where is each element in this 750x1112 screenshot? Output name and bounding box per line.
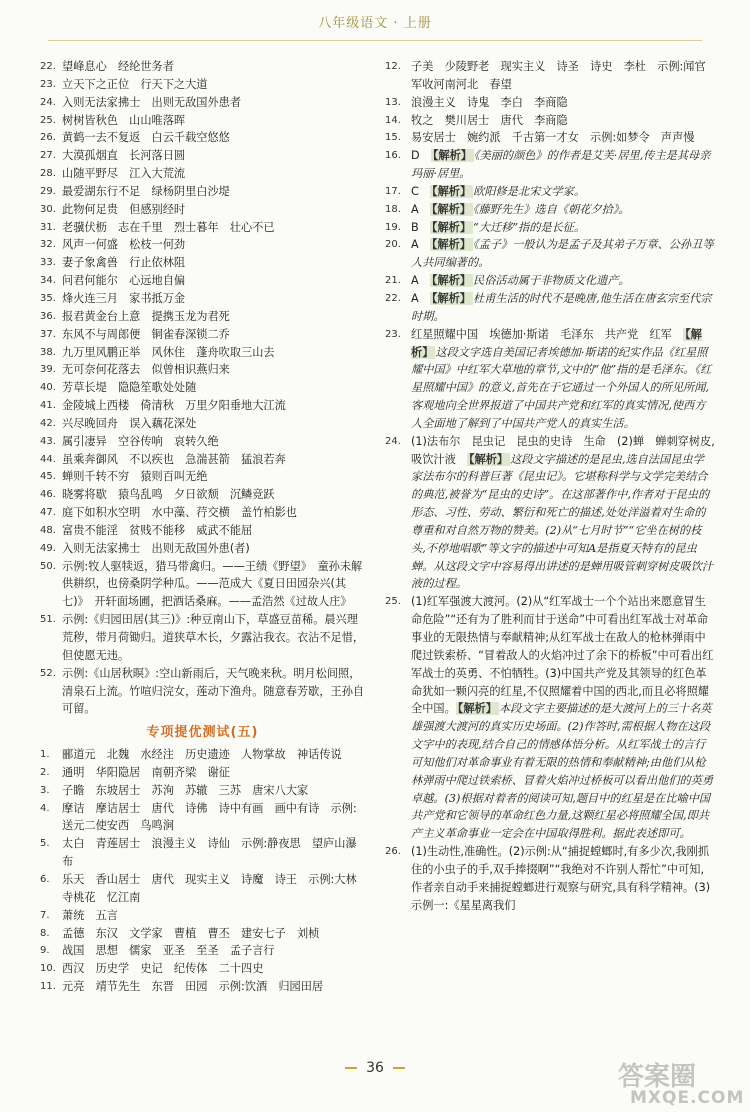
answer-item [40,522,365,540]
answer-item [385,593,715,843]
answer-text [411,147,715,183]
answer-item [40,236,365,254]
page-number [345,1056,405,1080]
answer-item [40,665,365,719]
analysis-tag: 【解析】 [431,238,471,252]
analysis-text: 《美丽的颜色》的作者是艾芙·居里,传主是其母亲玛丽·居里。 [411,149,711,181]
answer-number: 47. [40,507,56,519]
answer-text: 妻子象禽兽 行止依林阻 [62,256,186,270]
answer-text: 入则无法家拂士 出则无敌国外患(者) [62,541,250,555]
answer-text: 子瞻 东坡居士 苏洵 苏辙 三苏 唐宋八大家 [62,783,309,797]
answer-item [40,94,365,112]
answer-number: 29. [40,185,56,197]
answer-item [40,504,365,522]
answer-number: 18. [385,203,401,215]
answer-item [40,468,365,486]
answer-number: 26. [385,846,401,858]
answer-text: 庭下如积水空明 水中藻、荇交横 盖竹柏影也 [62,506,297,520]
answer-text: 牧之 樊川居士 唐代 李商隐 [411,113,568,127]
answer-item [385,112,715,130]
answer-item [40,415,365,433]
answer-item [40,746,365,764]
section-answer-list [40,746,365,996]
answer-choice: A [411,238,430,252]
analysis-tag: 【解析】 [457,702,497,716]
answer-number: 26. [40,132,56,144]
header-divider [48,40,702,41]
answer-text: 示例:《山居秋暝》:空山新雨后，天气晚来秋。明月松间照，清泉石上流。竹喧归浣女，莲动下渔舟。随意春芳歇，王孙自可留。 [62,666,365,716]
answer-item [385,147,715,183]
answer-number: 42. [40,417,56,429]
analysis-text: 这段文字描述的是昆虫,选自法国昆虫学家法布尔的科普巨著《昆虫记》。它堪称科学与文学完美结合的典范,被誉为“昆虫的史诗”。在这部著作中,作者对于昆虫的形态、习性、劳动、繁衍和死亡的描述,处处洋溢着对生命的尊重和对自然万物的赞美。(2)从“七月时节”“它坐在树的枝头,不停地唱歌”等文字的描述中可知A是指夏天特有的昆虫蝉。从这段文字中容易得出讲述的是蝉用吸管刺穿树皮吸饮汁液的过程。 [411,452,714,591]
analysis-text: 本段文字主要描述的是大渡河上的三十名英雄强渡大渡河的真实历史场面。(2)作答时,需根据人物在这段文字中的表现,结合自己的情感体悟分析。从红军战士的言行可知他们对革命事业有着无限的热情和奉献精神;由他们从枪林弹雨中爬过铁索桥、冒着火焰冲过桥板可以看出他们的英勇卓越。(3)根据对着者的阅读可知,题目中的红星是在比喻中国共产党和它领导的革命红色力量,这颗红星必将照耀全国,即共产主义革命事业一定会在中国取得胜利。据此表述即可。 [411,702,714,841]
answer-number: 46. [40,489,56,501]
answer-item [385,183,715,201]
answer-number: 32. [40,239,56,251]
answer-text: 此物何足贵 但感别经时 [62,202,186,216]
answer-text [411,843,715,914]
answer-choice: A [411,274,430,288]
answer-item [40,611,365,665]
answer-number: 28. [40,168,56,180]
analysis-text: 《藤野先生》选自《朝花夕拾》。 [473,202,630,216]
answer-text: 西汉 历史学 史记 纪传体 二十四史 [62,962,264,976]
answer-text [411,593,715,843]
answer-item [40,925,365,943]
answer-number: 19. [385,221,401,233]
answer-item [40,308,365,326]
answer-number: 16. [385,150,401,162]
answer-item [40,978,365,996]
answer-text: 最爱湖东行不足 绿杨阴里白沙堤 [62,184,230,198]
answer-number: 38. [40,346,56,358]
answer-item [40,835,365,871]
answer-item [40,379,365,397]
analysis-tag: 【解析】 [411,327,702,359]
answer-number: 45. [40,471,56,483]
answer-number: 12. [385,61,401,72]
analysis-tag: 【解析】 [432,149,472,163]
page-number-text: 36 [366,1060,384,1076]
answer-text [411,326,715,433]
answer-text: 蝉则千转不穷 猿则百叫无绝 [62,470,208,484]
answer-number: 13. [385,96,401,108]
answer-text: 通明 华阳隐居 南朝齐梁 谢征 [62,765,230,779]
answer-choice: (1)法布尔 昆虫记 昆虫的史诗 生命 (2)蝉 蝉刺穿树皮,吸饮汁液 [411,434,715,466]
answer-text: 山随平野尽 江入大荒流 [62,167,186,181]
answer-text: 九万里风鹏正举 风休住 蓬舟吹取三山去 [62,345,275,359]
analysis-tag: 【解析】 [431,220,472,234]
answer-number: 23. [40,78,56,90]
answer-choice: (1)生动性,准确性。(2)示例:从“捕捉螳螂时,有多少次,我刚抓住的小虫子的手,双手捧掇啊”“我绝对不许别人帮忙”中可知,作者亲自动手来捕捉螳螂进行观察与研究,具有科学精神。(3)示例一:《星星离我们 [411,845,711,912]
analysis-text: 这段文字选自美国记者埃德加·斯诺的纪实作品《红星照耀中国》中红军大草地的章节,文中的“他”指的是毛泽东。《红星照耀中国》的意义,首先在于它通过一个外国人的所见所闻,客观地向全世界报道了中国共产党和红军的真实情况,使西方人全面地了解到了中国共产党人的真实生活。 [411,345,712,430]
answer-item [385,236,715,272]
answer-text: 大漠孤烟直 长河落日圆 [62,149,186,163]
answer-item [40,907,365,925]
answer-number: 21. [385,275,401,287]
answer-text: 烽火连三月 家书抵万金 [62,291,186,305]
answer-number: 3. [40,784,50,796]
answer-item [40,344,365,362]
answer-item [40,942,365,960]
answer-number: 31. [40,221,56,233]
analysis-tag: 【解析】 [431,202,471,216]
answer-item [40,558,365,612]
answer-text: 立天下之正位 行天下之大道 [62,77,208,91]
answer-item [385,433,715,594]
left-column [40,58,365,996]
answer-list-left [40,58,365,718]
answer-item [40,764,365,782]
answer-number: 6. [40,873,50,885]
answer-text [411,290,715,326]
answer-number: 24. [40,96,56,108]
answer-text [411,201,715,219]
answer-list-right [385,58,715,915]
page-header [0,10,750,44]
answer-number: 35. [40,292,56,304]
answer-number: 49. [40,542,56,554]
answer-text: 金陵城上西楼 倚清秋 万里夕阳垂地大江流 [62,399,286,413]
answer-item [40,486,365,504]
analysis-text: “大迁移”指的是长征。 [473,220,586,234]
answer-number: 27. [40,150,56,162]
answer-item [40,451,365,469]
answer-number: 34. [40,275,56,287]
answer-text: 萧统 五言 [62,908,118,922]
answer-item [385,129,715,147]
answer-number: 22. [40,61,56,72]
answer-choice: D [411,149,431,163]
answer-item [40,540,365,558]
answer-number: 37. [40,328,56,340]
answer-choice: A [411,291,430,305]
answer-number: 17. [385,185,401,197]
answer-text: 乐天 香山居士 唐代 现实主义 诗魔 诗王 示例:大林寺桃花 忆江南 [62,872,357,904]
answer-number: 40. [40,382,56,394]
answer-number: 7. [40,909,50,921]
section-title: 专项提优测试(五) [146,725,259,741]
answer-number: 36. [40,310,56,322]
answer-text: 老骥伏枥 志在千里 烈士暮年 壮心不已 [62,220,275,234]
answer-item [40,272,365,290]
answer-item [385,219,715,237]
answer-text [411,183,715,201]
answer-number: 48. [40,524,56,536]
watermark-text-cn: 答案圈 [618,1062,697,1092]
answer-number: 9. [40,945,50,957]
answer-text: 东风不与周郎便 铜雀春深锁二乔 [62,327,230,341]
answer-item [40,960,365,978]
answer-item [40,112,365,130]
answer-item [40,201,365,219]
answer-text: 属引凄异 空谷传响 哀转久绝 [62,434,219,448]
answer-item [40,219,365,237]
answer-text: 战国 思想 儒家 亚圣 至圣 孟子言行 [62,944,275,958]
answer-item [385,843,715,914]
answer-item [40,165,365,183]
answer-number: 20. [385,239,401,251]
answer-number: 51. [40,614,56,626]
header-title: 八年级语文 · 上册 [318,16,432,31]
answer-text: 问君何能尔 心远地自偏 [62,274,186,288]
answer-item [385,201,715,219]
analysis-text: 欧阳修是北宋文学家。 [473,184,586,198]
answer-number: 2. [40,766,50,778]
answer-number: 15. [385,132,401,144]
answer-item [385,326,715,433]
answer-text: 树树皆秋色 山山唯落晖 [62,113,186,127]
analysis-text: 《孟子》一般认为是孟子及其弟子万章、公孙丑等人共同编著的。 [411,238,714,270]
answer-item [40,433,365,451]
answer-choice: 红星照耀中国 埃德加·斯诺 毛泽东 共产党 红军 [411,327,684,341]
answer-text: 郦道元 北魏 水经注 历史遗迹 人物掌故 神话传说 [62,748,342,762]
answer-number: 52. [40,667,56,679]
answer-item [385,290,715,326]
answer-text: 示例:牧人驱犊返，猎马带禽归。——王绩《野望》 童孙未解供耕织，也傍桑阴学种瓜。——范成大《夏日田园杂兴(其七)》 开轩面场圃，把酒话桑麻。——孟浩然《过故人庄》 [62,559,363,609]
answer-choice: (1)红军强渡大渡河。(2)从“红军战士一个个站出来愿意冒生命危险”“还有为了胜利而甘于送命”中可看出红军战士对革命事业的无限热情与奉献精神;从红军战士在敌人的枪林弹雨中爬过铁索桥、“冒着敌人的火焰冲过了余下的桥板”中可看出红军战士的英勇、不怕牺牲。(3)中国共产党及其领导的红色革命犹如一颗闪亮的红星,不仅照耀着中国的西北,而且必将照耀全中国。 [411,595,714,716]
answer-text [411,433,715,594]
answer-text: 太白 青莲居士 浪漫主义 诗仙 示例:静夜思 望庐山瀑布 [62,837,357,869]
answer-item [385,58,715,94]
analysis-text: 民俗活动属于非物质文化遗产。 [473,274,630,288]
answer-item [40,800,365,836]
answer-item [40,129,365,147]
answer-number: 4. [40,802,50,814]
answer-number: 5. [40,838,50,850]
answer-choice: B [411,220,430,234]
answer-text: 黄鹤一去不复返 白云千载空悠悠 [62,131,230,145]
answer-number: 33. [40,257,56,269]
answer-text: 无可奈何花落去 似曾相识燕归来 [62,363,230,377]
answer-number: 11. [40,981,56,993]
right-column [385,58,715,915]
answer-text: 易安居士 婉约派 千古第一才女 示例:如梦令 声声慢 [411,131,695,145]
answer-text: 入则无法家拂士 出则无敌国外患者 [62,95,242,109]
answer-item [40,183,365,201]
answer-number: 10. [40,963,56,975]
analysis-tag: 【解析】 [432,184,472,198]
answer-number: 30. [40,203,56,215]
answer-item [40,76,365,94]
answer-number: 22. [385,292,401,304]
answer-text: 兴尽晚回舟 误入藕花深处 [62,416,197,430]
answer-text: 示例:《归园田居(其三)》:种豆南山下，草盛豆苗稀。晨兴理荒秽，带月荷锄归。道狭草木长，夕露沾我衣。衣沾不足惜，但使愿无违。 [62,613,365,662]
answer-number: 24. [385,435,401,447]
watermark-text-url: MXQE.COM [630,1088,745,1108]
answer-choice: A [411,202,430,216]
answer-item [40,290,365,308]
answer-text: 元亮 靖节先生 东晋 田园 示例:饮酒 归园田居 [62,980,324,994]
answer-item [40,147,365,165]
answer-item [385,94,715,112]
answer-item [40,58,365,76]
answer-item [40,361,365,379]
analysis-tag: 【解析】 [431,291,471,305]
answer-text: 子美 少陵野老 现实主义 诗圣 诗史 李杜 示例:闻官军收河南河北 春望 [411,60,706,91]
answer-item [40,397,365,415]
answer-choice: C [411,184,430,198]
answer-text: 虽乘奔御风 不以疾也 急湍甚箭 猛浪若奔 [62,452,286,466]
analysis-tag: 【解析】 [431,274,471,288]
answer-number: 50. [40,560,56,572]
analysis-text: 杜甫生活的时代不是晚唐,他生活在唐玄宗至代宗时期。 [411,291,712,323]
answer-number: 1. [40,749,50,761]
answer-text: 富贵不能淫 贫贱不能移 威武不能屈 [62,523,253,537]
answer-number: 25. [385,596,401,608]
answer-item [40,782,365,800]
answer-text: 摩诘 摩诘居士 唐代 诗佛 诗中有画 画中有诗 示例:送元二使安西 鸟鸣涧 [62,801,357,833]
answer-item [385,272,715,290]
answer-number: 39. [40,364,56,376]
answer-text: 浪漫主义 诗鬼 李白 李商隐 [411,95,568,109]
answer-text: 芳草长堤 隐隐笙歌处处随 [62,381,197,395]
answer-text [411,236,715,272]
watermark-logo [600,1052,745,1112]
answer-text: 晓雾将歇 猿鸟乱鸣 夕日欲颓 沉鳞竞跃 [62,488,275,502]
answer-text: 孟德 东汉 文学家 曹植 曹丕 建安七子 刘桢 [62,926,320,940]
answer-number: 25. [40,114,56,126]
answer-number: 41. [40,400,56,412]
answer-text: 风声一何盛 松枝一何劲 [62,238,186,252]
answer-number: 43. [40,435,56,447]
answer-text [411,219,715,237]
answer-text [411,272,715,290]
answer-item [40,326,365,344]
answer-item [40,254,365,272]
answer-number: 23. [385,328,401,340]
answer-number: 14. [385,114,401,126]
answer-text: 报君黄金台上意 提携玉龙为君死 [62,309,230,323]
analysis-tag: 【解析】 [468,452,509,466]
answer-number: 44. [40,453,56,465]
answer-item [40,871,365,907]
answer-text: 望峰息心 经纶世务者 [62,60,174,73]
answer-number: 8. [40,927,50,939]
